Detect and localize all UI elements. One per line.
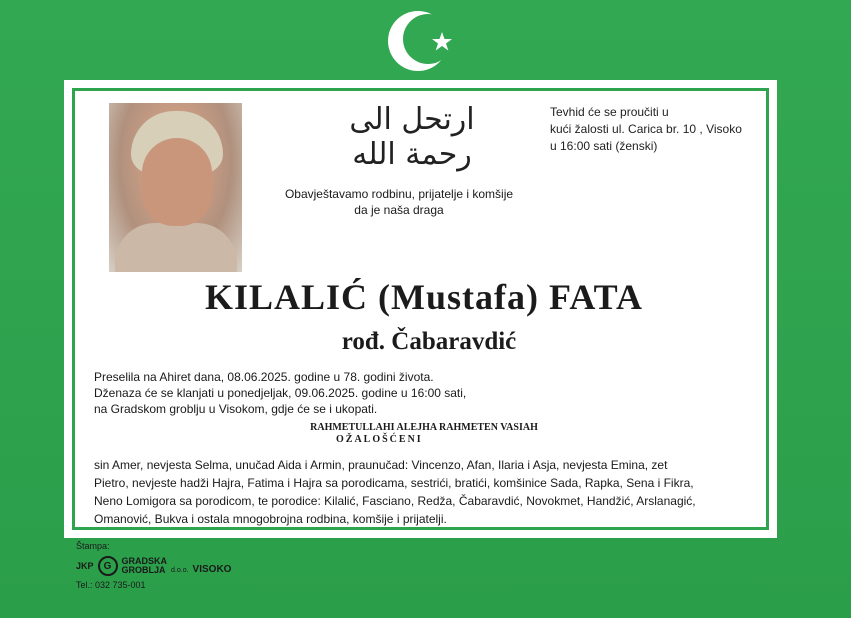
- deceased-name: KILALIĆ (Mustafa) FATA: [205, 277, 643, 317]
- family-line: Pietro, nevjeste hadži Hajra, Fatima i Hajra sa porodicama, sestrići, bratići, komšinice Sada, Rapka, Sena i Fikra,: [94, 476, 694, 490]
- prayer-block: [244, 422, 604, 446]
- family-line: Neno Lomigora sa porodicom, te porodice: Kilalić, Fasciano, Redža, Čabaravdić, Novokmet, Handžić, Arslanagić,: [94, 494, 696, 508]
- crescent-star-icon: [384, 6, 464, 76]
- company-name-line: GROBLJA: [121, 565, 166, 575]
- announcement-line: Obavještavamo rodbinu, prijatelje i komšije: [284, 187, 514, 201]
- tevhid-line: kući žalosti ul. Carica br. 10 , Visoko: [550, 122, 742, 136]
- family-list: [94, 456, 758, 528]
- detail-line: Preselila na Ahiret dana, 08.06.2025. godine u 78. godini života.: [94, 370, 434, 384]
- announcement-line: da je naša draga: [354, 203, 444, 217]
- printer-phone: Tel.: 032 735-001: [76, 580, 146, 590]
- tevhid-line: u 16:00 sati (ženski): [550, 139, 658, 153]
- gradska-groblja-logo-icon: G: [98, 556, 118, 576]
- funeral-details: [94, 369, 514, 417]
- prayer-line: RAHMETULLAHI ALEJHA RAHMETEN VASIAH: [310, 422, 538, 433]
- print-label: Štampa:: [76, 541, 110, 551]
- tevhid-notice: [550, 104, 770, 155]
- company-type: d.o.o.: [171, 566, 189, 574]
- company-name: [122, 557, 168, 575]
- printer-logo: [76, 556, 276, 576]
- company-name-line: GRADSKA: [121, 556, 168, 566]
- company-city: VISOKO: [192, 563, 232, 575]
- tevhid-line: Tevhid će se proučiti u: [550, 105, 669, 119]
- portrait-photo: [109, 103, 242, 272]
- jkp-label: JKP: [76, 561, 94, 571]
- detail-line: na Gradskom groblju u Visokom, gdje će se i ukopati.: [94, 402, 378, 416]
- printer-footer: [76, 541, 276, 590]
- announcement-text: [264, 186, 534, 218]
- arabic-inscription: ارتحل الى رحمة الله: [349, 102, 475, 172]
- obituary-card: [64, 80, 777, 538]
- family-line: Omanović, Bukva i ostala mnogobrojna rodbina, komšije i prijatelji.: [94, 512, 447, 526]
- maiden-name: rođ. Čabaravdić: [341, 328, 517, 355]
- mourners-heading: OŽALOŠĆENI: [336, 434, 423, 445]
- detail-line: Dženaza će se klanjati u ponedjeljak, 09.06.2025. godine u 16:00 sati,: [94, 386, 467, 400]
- family-line: sin Amer, nevjesta Selma, unučad Aida i Armin, praunučad: Vincenzo, Afan, Ilaria i Asja, nevjesta Emina, zet: [94, 458, 668, 472]
